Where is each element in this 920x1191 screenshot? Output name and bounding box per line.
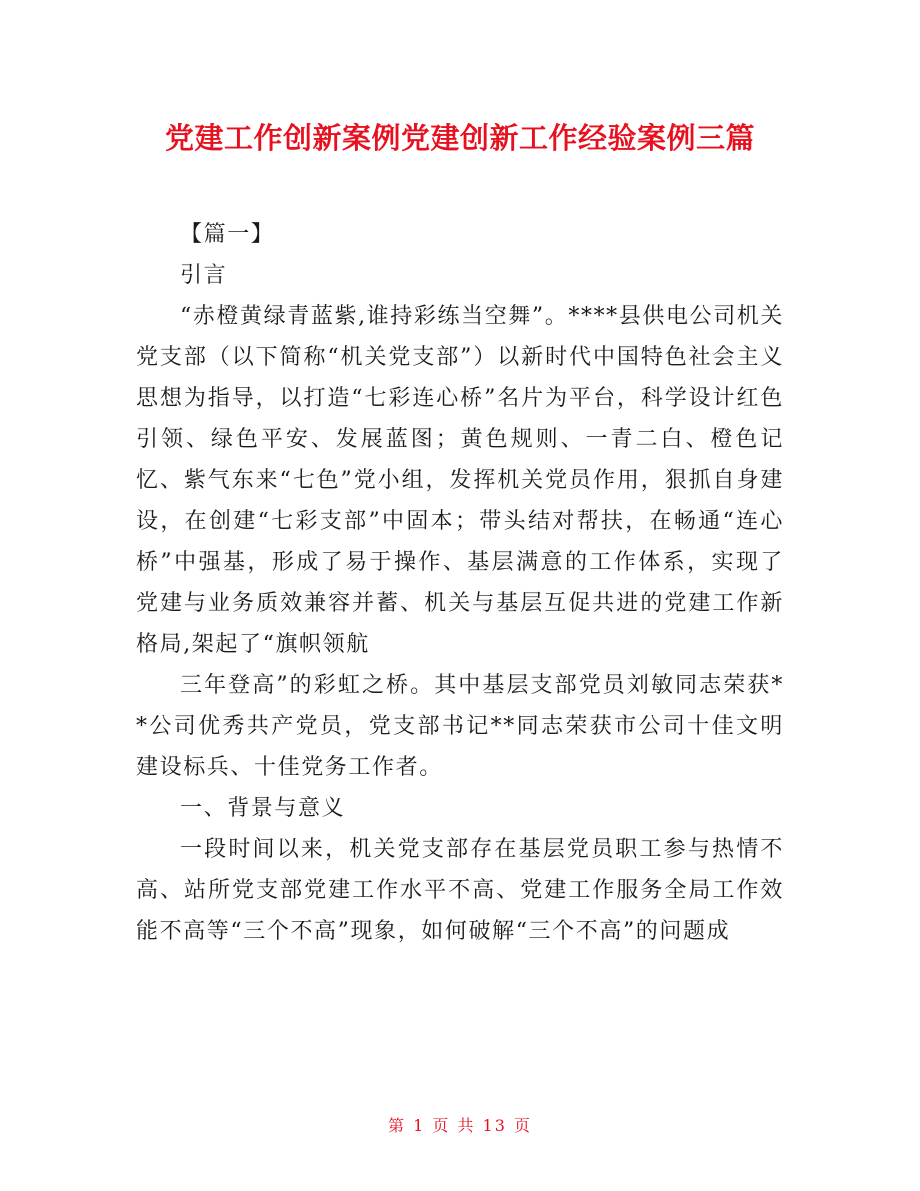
section-heading-introduction: 引言 bbox=[180, 263, 228, 288]
page-number-footer: 第 1 页 共 13 页 bbox=[388, 1116, 532, 1135]
document-title: 党建工作创新案例党建创新工作经验案例三篇 bbox=[164, 121, 755, 155]
body-paragraph: “赤橙黄绿青蓝紫,谁持彩练当空舞”。****县供电公司机关党支部（以下简称“机关党支部”）以新时代中国特色社会主义思想为指导，以打造“七彩连心桥”名片为平台，科学设计红色引领、绿色平安、发展蓝图；黄色规则、一青二白、橙色记忆、紫气东来“七色”党小组，发挥机关党员作用，狠抓自身建设，在创建“七彩支部”中固本；带头结对帮扶，在畅通“连心桥”中强基，形成了易于操作、基层满意的工作体系，实现了党建与业务质效兼容并蓄、机关与基层互促共进的党建工作新格局,架起了“旗帜领航 bbox=[136, 304, 784, 657]
body-paragraph: 一段时间以来，机关党支部存在基层党员职工参与热情不高、站所党支部党建工作水平不高、党建工作服务全局工作效能不高等“三个不高”现象，如何破解“三个不高”的问题成 bbox=[136, 837, 784, 944]
document-body bbox=[136, 214, 784, 952]
section-heading-background: 一、背景与意义 bbox=[180, 796, 346, 821]
section-heading-part-one: 【篇一】 bbox=[180, 222, 275, 247]
body-paragraph: 三年登高”的彩虹之桥。其中基层支部党员刘敏同志荣获**公司优秀共产党员，党支部书记**同志荣获市公司十佳文明建设标兵、十佳党务工作者。 bbox=[136, 673, 784, 780]
